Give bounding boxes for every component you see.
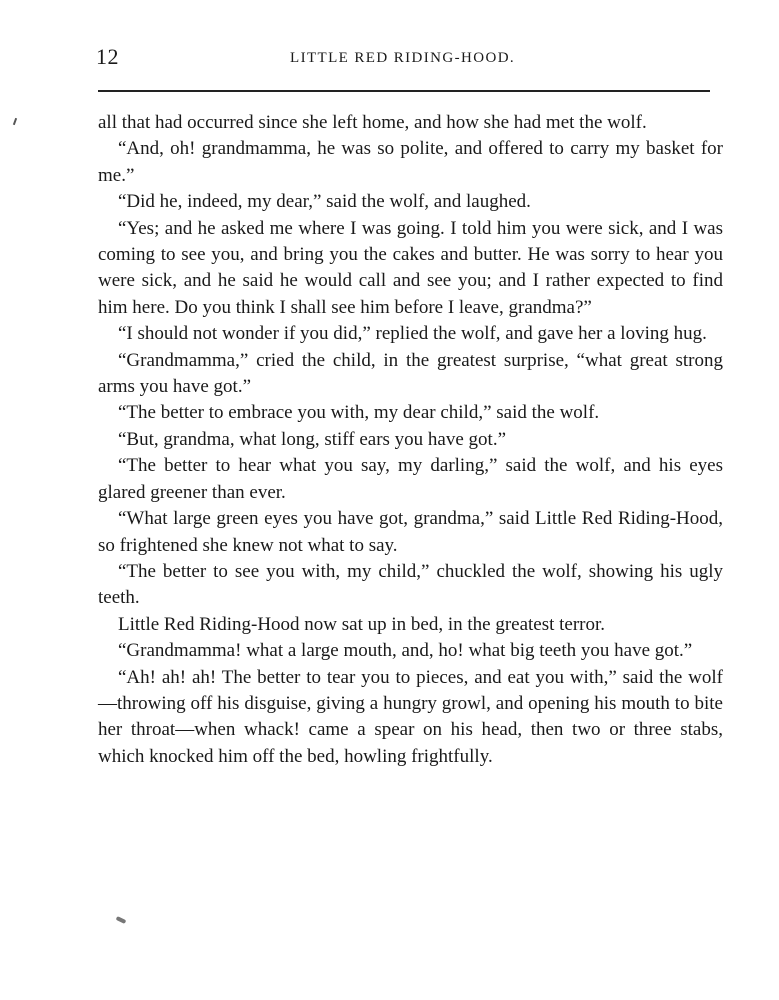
paragraph: “The better to hear what you say, my darling,” said the wolf, and his eyes glared greener than ever.	[98, 455, 723, 503]
page-header	[96, 44, 721, 74]
paragraph: “Grandmamma,” cried the child, in the greatest surprise, “what great strong arms you have got.”	[98, 349, 723, 398]
paragraph: “Did he, indeed, my dear,” said the wolf, and laughed.	[118, 191, 531, 213]
paragraph: “Grandmamma! what a large mouth, and, ho! what big teeth you have got.”	[118, 640, 693, 662]
running-title: LITTLE RED RIDING-HOOD.	[290, 50, 516, 66]
paragraph: “But, grandma, what long, stiff ears you have got.”	[118, 428, 506, 450]
paragraph: “What large green eyes you have got, grandma,” said Little Red Riding-Hood, so frightened she knew not what to say.	[98, 508, 723, 556]
paragraph: “And, oh! grandmamma, he was so polite, and offered to carry my basket for me.”	[98, 138, 723, 186]
page-number: 12	[96, 44, 119, 69]
paragraph: all that had occurred since she left home, and how she had met the wolf.	[98, 112, 647, 133]
paragraph: “Yes; and he asked me where I was going. I told him you were sick, and I was coming to see you, and bring you the cakes and butter. He was sorry to hear you were sick, and he said he would call and see you; and I rather expected to find him here. Do you think I shall see him before I leave, grandma?”	[98, 217, 723, 318]
body-text	[98, 110, 723, 770]
paragraph: “The better to see you with, my child,” chuckled the wolf, showing his ugly teeth.	[98, 560, 723, 609]
margin-speck	[13, 118, 17, 125]
ink-speck	[116, 916, 127, 924]
header-rule	[98, 90, 710, 92]
paragraph: “I should not wonder if you did,” replied the wolf, and gave her a loving hug.	[118, 323, 707, 345]
paragraph: “Ah! ah! ah! The better to tear you to pieces, and eat you with,” said the wolf—throwing off his disguise, giving a hungry growl, and opening his mouth to bite her throat—when whack! came a spear on his head, then two or three stabs, which knocked him off the bed, howling frightfully.	[98, 666, 723, 767]
paragraph: Little Red Riding-Hood now sat up in bed, in the greatest terror.	[118, 613, 606, 635]
paragraph: “The better to embrace you with, my dear child,” said the wolf.	[118, 402, 600, 424]
